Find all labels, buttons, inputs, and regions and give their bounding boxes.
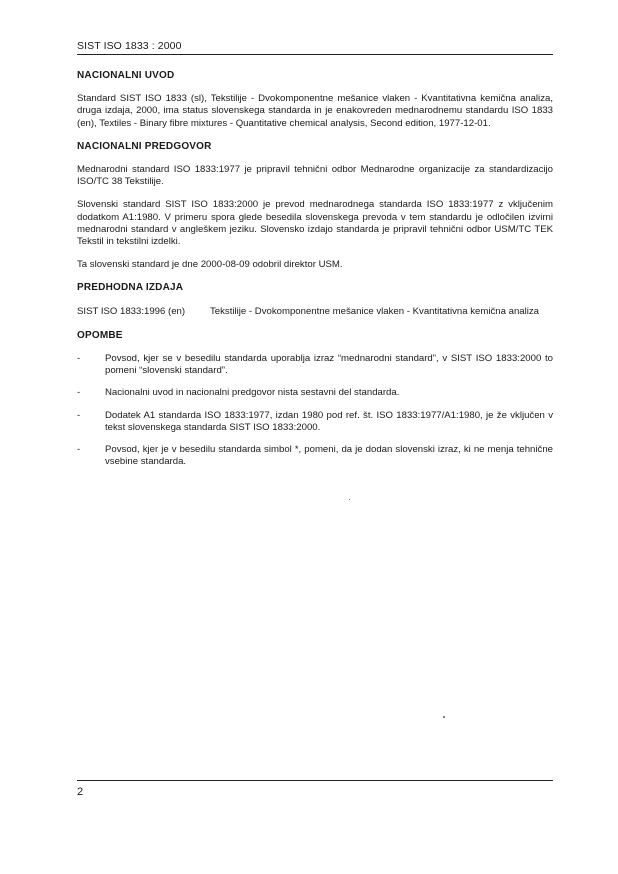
list-item <box>77 410 553 434</box>
scan-speck <box>349 499 350 500</box>
list-dash: - <box>77 444 81 456</box>
footer-rule <box>77 780 553 781</box>
intro-paragraph: Standard SIST ISO 1833 (sl), Tekstilije - Dvokomponentne mešanice vlaken - Kvantitativna kemična analiza, druga izdaja, 2000, ima status slovenskega standarda in je enakovreden mednarodnemu standardu ISO 1833 (en), Textiles - Binary fibre mixtures - Quantitative chemical analysis, Second edition, 1977-12-01. <box>77 93 553 129</box>
list-item <box>77 353 553 377</box>
foreword-paragraph-3: Ta slovenski standard je dne 2000-08-09 odobril direktor USM. <box>77 259 343 271</box>
section-heading-previous: PREDHODNA IZDAJA <box>77 282 184 294</box>
scan-speck <box>443 716 445 718</box>
document-body <box>77 70 553 478</box>
foreword-paragraph-2: Slovenski standard SIST ISO 1833:2000 je prevod mednarodnega standarda ISO 1833:1977 z vključenim dodatkom A1:1980. V primeru spora glede besedila slovenskega prevoda v tem standardu je odločilen izvirni mednarodni standard v angleškem jeziku. Slovensko izdajo standarda je pripravil tehnični odbor USM/TC TEK Tekstil in tekstilni izdelki. <box>77 199 553 248</box>
foreword-paragraph-1: Mednarodni standard ISO 1833:1977 je pripravil tehnični odbor Mednarodne organizacije za standardizacijo ISO/TC 38 Tekstilije. <box>77 164 553 188</box>
previous-edition-row <box>77 306 553 318</box>
list-dash: - <box>77 409 81 421</box>
section-heading-notes: OPOMBE <box>77 329 123 341</box>
section-heading-foreword: NACIONALNI PREDGOVOR <box>77 140 212 152</box>
note-text: Dodatek A1 standarda ISO 1833:1977, izdan 1980 pod ref. št. ISO 1833:1977/A1:1980, je že vključen v tekst slovenskega standarda SIST ISO 1833:2000. <box>105 409 553 433</box>
previous-edition-code: SIST ISO 1833:1996 (en) <box>77 305 186 317</box>
note-text: Nacionalni uvod in nacionalni predgovor nista sestavni del standarda. <box>105 387 400 399</box>
header-rule <box>77 54 553 55</box>
list-dash: - <box>77 353 81 365</box>
page-header-title: SIST ISO 1833 : 2000 <box>77 40 182 52</box>
notes-list <box>77 353 553 468</box>
list-item <box>77 387 553 399</box>
section-heading-intro: NACIONALNI UVOD <box>77 70 175 81</box>
list-item <box>77 444 553 468</box>
page-number: 2 <box>77 786 84 798</box>
list-dash: - <box>77 387 81 399</box>
previous-edition-title: Tekstilije - Dvokomponentne mešanice vlaken - Kvantitativna kemična analiza <box>210 305 540 317</box>
note-text: Povsod, kjer se v besedilu standarda uporablja izraz “mednarodni standard”, v SIST ISO 1833:2000 to pomeni “slovenski standard”. <box>105 353 553 377</box>
note-text: Povsod, kjer je v besedilu standarda simbol *, pomeni, da je dodan slovenski izraz, ki ne menja tehnične vsebine standarda. <box>105 444 553 468</box>
